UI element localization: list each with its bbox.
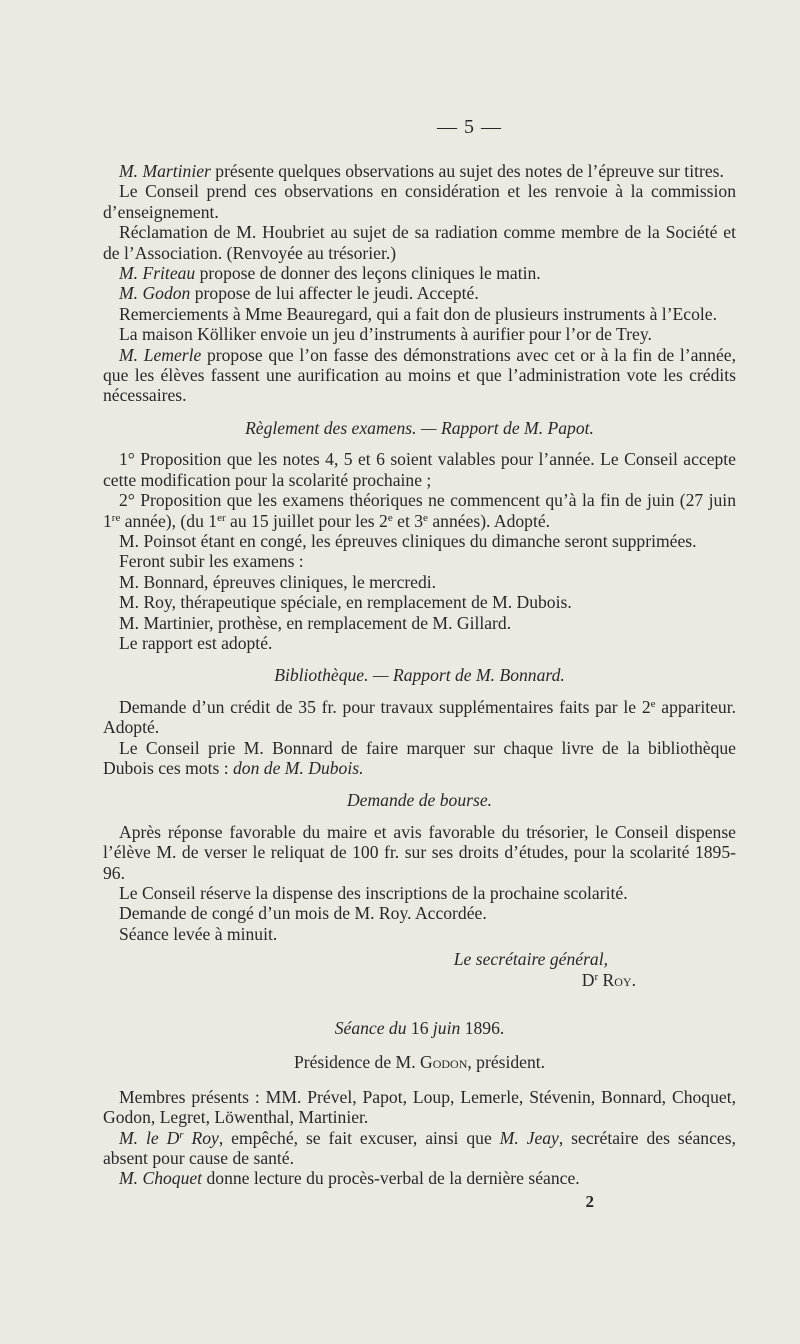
text-run: Le Conseil prie M. Bonnard de faire marquer sur chaque livre de la bibliothèque Dubois ces mots : xyxy=(103,737,736,778)
speaker-name: M. Lemerle xyxy=(119,344,202,365)
text-run: juin xyxy=(432,1018,461,1039)
paragraph-dispense: Le Conseil réserve la dispense des inscriptions de la prochaine scolarité. xyxy=(119,883,628,903)
paragraph-choquet xyxy=(103,1168,736,1188)
section-heading-reglement: Règlement des examens. — Rapport de M. Papot. xyxy=(245,417,594,438)
paragraph-membres-presents: Membres présents : MM. Prével, Papot, Loup, Lemerle, Stévenin, Bonnard, Choquet, Godon, Legret, Löwenthal, Martinier. xyxy=(103,1086,736,1128)
text-run: Roy. xyxy=(602,969,636,990)
paragraph-proposition-1: 1° Proposition que les notes 4, 5 et 6 soient valables pour l’année. Le Conseil accepte cette modification pour la scolarité prochaine ; xyxy=(103,449,736,490)
text-run: 16 xyxy=(406,1018,433,1039)
paragraph-conseil-renvoie: Le Conseil prend ces observations en considération et les renvoie à la commission d’enseignement. xyxy=(103,181,736,222)
text-run: D xyxy=(581,969,595,990)
superscript: e xyxy=(650,697,656,710)
signature-block xyxy=(103,949,736,990)
text-run: , secrétaire des séances, absent pour cause de santé. xyxy=(103,1127,736,1169)
paragraph-martinier-prothese: M. Martinier, prothèse, en remplacement de M. Gillard. xyxy=(119,612,512,633)
presidence-line xyxy=(103,1052,736,1072)
paragraph-kolliker: La maison Kölliker envoie un jeu d’instruments à aurifier pour l’or de Trey. xyxy=(119,324,652,345)
paragraph-text: propose que l’on fasse des démonstrations avec cet or à la fin de l’année, que les élèves fassent une aurification au moins et que l’administration vote les crédits nécessaires. xyxy=(103,344,736,406)
signature-name xyxy=(103,970,636,990)
paragraph-apres-reponse: Après réponse favorable du maire et avis favorable du trésorier, le Conseil dispense l’élève M. de verser le reliquat de 100 fr. sur ses droits d’études, pour la scolarité 1895-96. xyxy=(103,821,736,883)
paragraph-lemerle xyxy=(103,345,736,406)
superscript: r xyxy=(179,1128,184,1141)
paragraph-bibliotheque-dubois xyxy=(103,738,736,779)
paragraph-text: donne lecture du procès-verbal de la dernière séance. xyxy=(202,1168,580,1189)
paragraph-martinier xyxy=(103,161,736,181)
paragraph-bonnard: M. Bonnard, épreuves cliniques, le mercredi. xyxy=(119,571,437,592)
italic-run: M. le D xyxy=(119,1127,180,1148)
text-run: Godon xyxy=(420,1052,468,1073)
text-run: appariteur. Adopté. xyxy=(103,696,737,738)
paragraph-seance-levee: Séance levée à minuit. xyxy=(119,923,278,944)
text-run: , empêché, se fait excuser, ainsi que xyxy=(218,1127,500,1148)
paragraph-text: présente quelques observations au sujet des notes de l’épreuve sur titres. xyxy=(210,161,724,181)
paragraph-poinsot: M. Poinsot étant en congé, les épreuves cliniques du dimanche seront supprimées. xyxy=(119,530,697,551)
text-run: année), (du 1 xyxy=(120,510,218,531)
paragraph-roy: M. Roy, thérapeutique spéciale, en remplacement de M. Dubois. xyxy=(119,592,572,613)
speaker-name: M. Choquet xyxy=(119,1168,203,1189)
paragraph-text: propose de lui affecter le jeudi. Accepté. xyxy=(190,283,479,304)
text-run: Présidence de M. xyxy=(293,1052,420,1073)
paragraph-rapport-adopte: Le rapport est adopté. xyxy=(119,632,273,653)
text-run: Séance du xyxy=(334,1018,407,1039)
speaker-name: M. Godon xyxy=(119,283,191,304)
text-run: Demande d’un crédit de 35 fr. pour travaux supplémentaires faits par le 2 xyxy=(119,696,651,717)
section-heading-bibliotheque: Bibliothèque. — Rapport de M. Bonnard. xyxy=(274,665,565,686)
speaker-name: M. Friteau xyxy=(119,263,196,284)
text-run: 2° Proposition que les examens théoriques ne commencent qu’à la fin de juin (27 juin 1 xyxy=(103,490,736,531)
seance-date xyxy=(103,1018,736,1038)
sheet-number: 2 xyxy=(585,1191,594,1211)
page-number: — 5 — xyxy=(437,116,502,138)
speaker-name: M. Martinier xyxy=(119,161,211,181)
paragraph-excuses xyxy=(103,1128,736,1169)
text-run: et 3 xyxy=(392,510,424,531)
paragraph-remerciements: Remerciements à Mme Beauregard, qui a fait don de plusieurs instruments à l’Ecole. xyxy=(119,303,717,324)
paragraph-godon xyxy=(103,283,736,303)
text-run: au 15 juillet pour les 2 xyxy=(225,510,388,531)
paragraph-proposition-2 xyxy=(103,490,736,531)
superscript: re xyxy=(111,511,121,524)
paragraph-examinateurs: Feront subir les examens : xyxy=(119,551,304,572)
superscript: r xyxy=(594,970,599,983)
signature-title: Le secrétaire général, xyxy=(453,949,608,970)
paragraph-credit xyxy=(103,697,736,738)
paragraph-text: propose de donner des leçons cliniques le matin. xyxy=(195,263,541,284)
superscript: e xyxy=(423,511,428,524)
paragraph-conge: Demande de congé d’un mois de M. Roy. Accordée. xyxy=(119,903,487,924)
italic-run: Roy xyxy=(183,1127,219,1148)
paragraph-reclamation: Réclamation de M. Houbriet au sujet de sa radiation comme membre de la Société et de l’Association. (Renvoyée au trésorier.) xyxy=(103,222,736,263)
italic-run: M. Jeay xyxy=(499,1127,559,1148)
superscript: er xyxy=(217,511,226,524)
text-run: 1896. xyxy=(460,1018,505,1039)
section-heading-bourse: Demande de bourse. xyxy=(346,790,493,811)
text-run: , président. xyxy=(467,1052,546,1073)
italic-run: don de M. Dubois. xyxy=(233,757,364,778)
text-run: années). Adopté. xyxy=(427,510,551,531)
superscript: e xyxy=(387,511,393,524)
paragraph-friteau xyxy=(103,263,736,283)
